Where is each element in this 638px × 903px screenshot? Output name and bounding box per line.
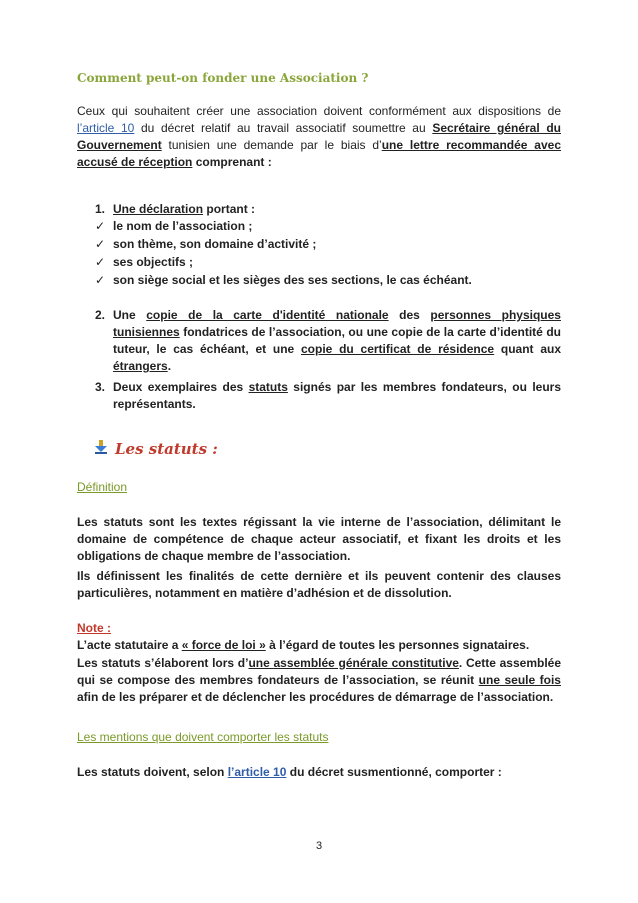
page-number: 3	[315, 840, 323, 852]
checklist-item: ✓ son thème, son domaine d’activité ;	[95, 237, 317, 251]
checkmark-icon: ✓	[95, 219, 106, 233]
arrow-bullet-icon	[95, 440, 115, 458]
section-heading: Les statuts :	[95, 440, 218, 458]
checklist-item: ✓ le nom de l’association ;	[95, 219, 253, 233]
checkmark-icon: ✓	[95, 237, 106, 251]
list-item-2: 2. Une copie de la carte d'identité nationale des personnes physiques tunisiennes fondatrices de l’association, ou une copie de la carte d’identité du tuteur, le cas échéant, et une copie du certificat de résidence quant aux étrangers.	[95, 308, 561, 373]
checklist-item: ✓ son siège social et les sièges des ses sections, le cas échéant.	[95, 273, 472, 287]
page-title: Comment peut-on fonder une Association ?	[77, 71, 369, 85]
article-10-link[interactable]: l’article 10	[77, 121, 135, 135]
mentions-paragraph: Les statuts doivent, selon l’article 10 du décret susmentionné, comporter :	[77, 765, 502, 779]
checklist-item: ✓ ses objectifs ;	[95, 255, 194, 269]
list-item-1: 1. Une déclaration portant :	[95, 202, 256, 216]
intro-paragraph: Ceux qui souhaitent créer une association doivent conformément aux dispositions de l’article 10 du décret relatif au travail associatif soumettre au Secrétaire général du Gouvernement tunisien une demande par le biais d’une lettre recommandée avec accusé de réception comprenant :	[77, 104, 561, 169]
mentions-heading: Les mentions que doivent comporter les statuts	[77, 730, 329, 744]
definition-heading: Définition	[77, 480, 128, 494]
checkmark-icon: ✓	[95, 255, 106, 269]
definition-paragraph-1: Les statuts sont les textes régissant la vie interne de l’association, délimitant le domaine de compétence de chaque acteur associatif, et fixant les droits et les obligations de chaque membre de l’association.	[77, 515, 561, 563]
definition-paragraph-2: Ils définissent les finalités de cette dernière et ils peuvent contenir des clauses particulières, notamment en matière d’adhésion et de dissolution.	[77, 569, 561, 600]
article-10-link[interactable]: l’article 10	[227, 765, 287, 779]
note-line-1: L’acte statutaire a « force de loi » à l’égard de toutes les personnes signataires.	[77, 638, 530, 652]
note-paragraph-2: Les statuts s’élaborent lors d’une assemblée générale constitutive. Cette assemblée qui se compose des membres fondateurs de l’association, se réunit une seule fois afin de les préparer et de déclencher les procédures de démarrage de l’association.	[77, 656, 562, 704]
note-heading: Note :	[77, 621, 111, 635]
list-item-3: 3. Deux exemplaires des statuts signés par les membres fondateurs, ou leurs représentants.	[95, 380, 562, 411]
checkmark-icon: ✓	[95, 273, 106, 287]
